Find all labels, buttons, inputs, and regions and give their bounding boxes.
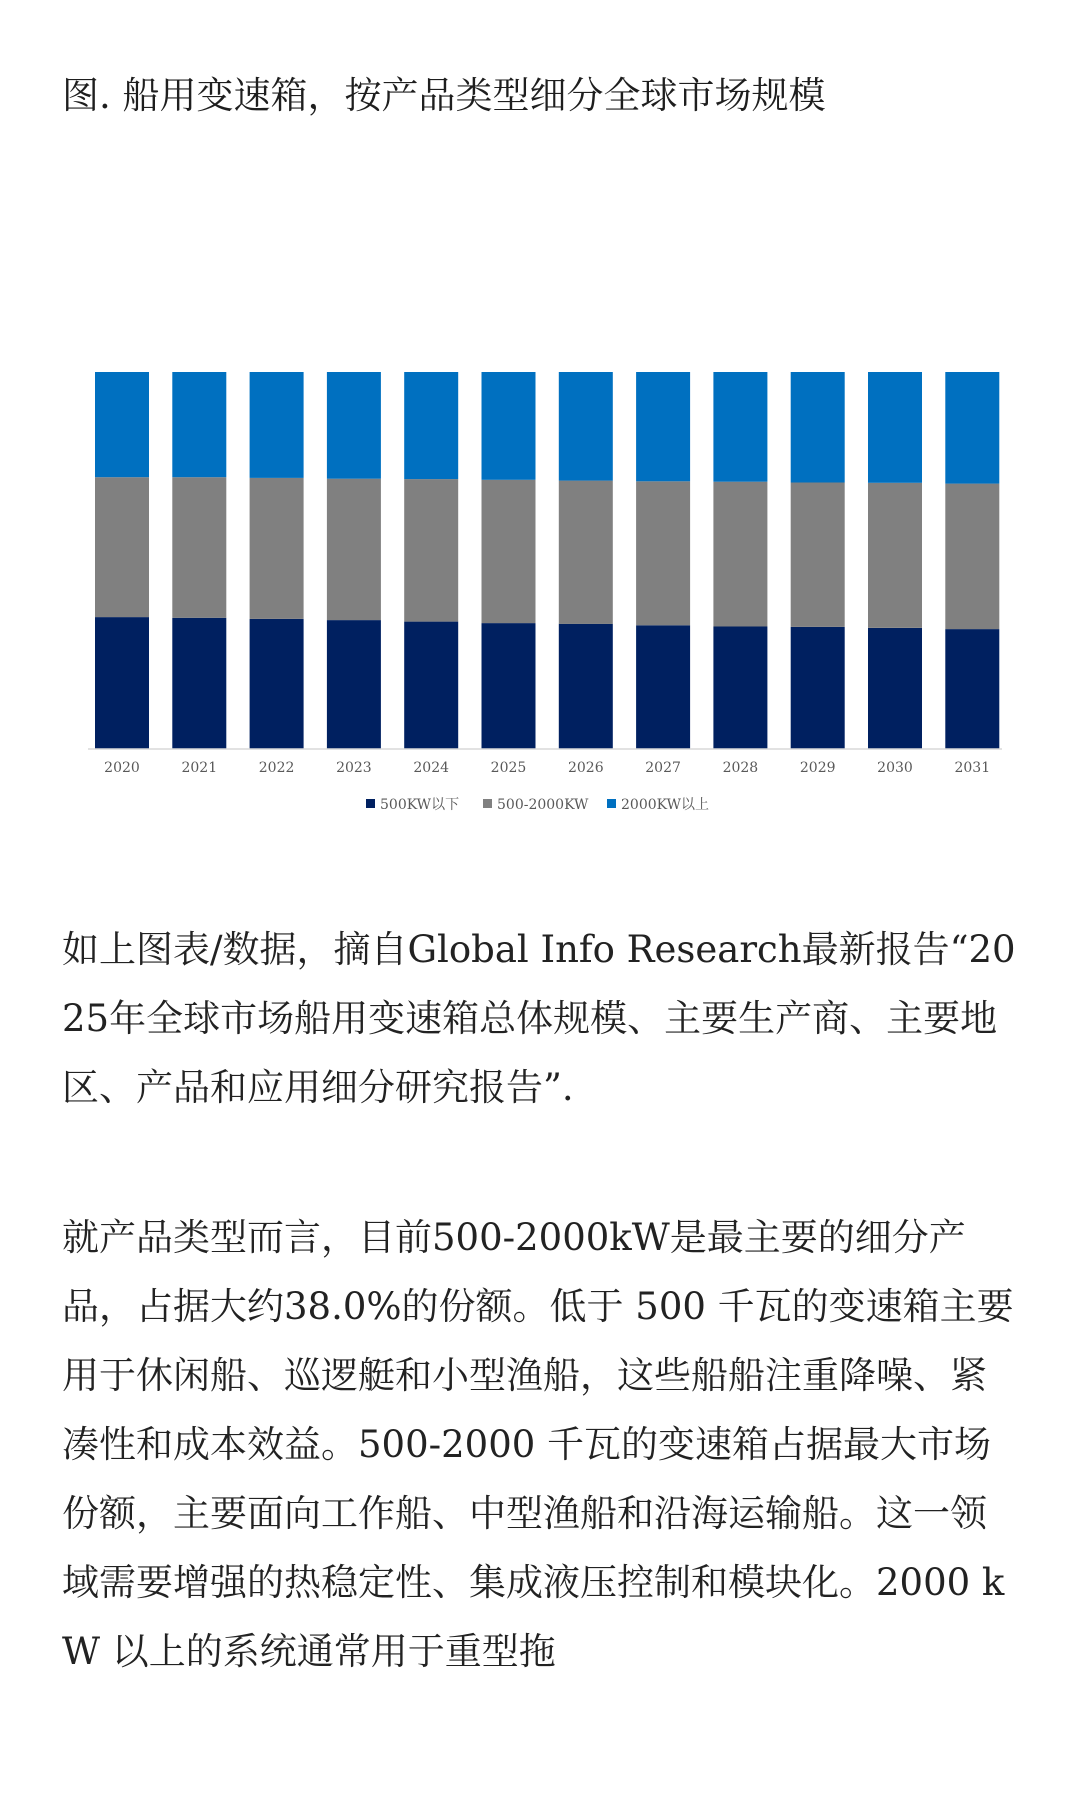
bar-segment-2029-series-1 [791,627,845,749]
bar-segment-2026-series-3 [559,372,613,481]
bar-segment-2026-series-1 [559,624,613,749]
bar-segment-2029-series-3 [791,372,845,483]
bar-segment-2020-series-3 [95,372,149,477]
x-tick-label-2021: 2021 [181,760,218,776]
legend-swatch-series-3 [607,799,616,808]
legend-swatch-series-1 [366,799,375,808]
bar-segment-2025-series-1 [482,623,536,749]
bar-segment-2031-series-3 [945,372,999,484]
legend-label-series-3: 2000KW以上 [621,797,709,813]
x-tick-label-2030: 2030 [877,760,913,776]
bar-segment-2023-series-1 [327,620,381,749]
bar-segment-2023-series-3 [327,372,381,479]
bar-segment-2022-series-2 [250,478,304,619]
bar-segment-2020-series-1 [95,617,149,749]
x-tick-label-2022: 2022 [258,760,295,776]
legend-swatch-series-2 [483,799,492,808]
bar-segment-2021-series-1 [172,618,226,749]
bar-segment-2028-series-1 [713,627,767,750]
paragraph-source: 如上图表/数据，摘自Global Info Research最新报告“2025年全球市场船用变速箱总体规模、主要生产商、主要地区、产品和应用细分研究报告”. [62,928,1016,1109]
bars-group [95,372,999,749]
bar-segment-2024-series-1 [404,622,458,749]
bar-segment-2030-series-3 [868,372,922,483]
bar-segment-2023-series-2 [327,479,381,620]
bar-segment-2022-series-1 [250,619,304,749]
bar-segment-2021-series-3 [172,372,226,477]
bar-segment-2027-series-3 [636,372,690,481]
x-tick-label-2031: 2031 [954,760,991,776]
bar-segment-2024-series-2 [404,479,458,621]
stacked-bar-chart [0,340,1080,840]
bar-segment-2030-series-1 [868,628,922,749]
x-tick-labels [104,760,990,776]
chart-legend [366,797,709,813]
bar-segment-2021-series-2 [172,477,226,618]
bar-segment-2031-series-2 [945,484,999,629]
legend-label-series-1: 500KW以下 [380,797,460,813]
bar-segment-2029-series-2 [791,483,845,627]
bar-segment-2022-series-3 [250,372,304,478]
x-tick-label-2020: 2020 [104,760,140,776]
x-tick-label-2027: 2027 [645,760,681,776]
bar-segment-2030-series-2 [868,483,922,628]
bar-segment-2025-series-2 [482,480,536,623]
bar-segment-2027-series-2 [636,481,690,625]
x-tick-label-2023: 2023 [336,760,372,776]
x-tick-label-2026: 2026 [567,760,604,776]
figure-title: 图. 船用变速箱，按产品类型细分全球市场规模 [62,74,826,117]
x-tick-label-2025: 2025 [490,760,527,776]
bar-segment-2028-series-3 [713,372,767,482]
bar-segment-2025-series-3 [482,372,536,480]
bar-segment-2020-series-2 [95,477,149,617]
legend-label-series-2: 500-2000KW [497,797,589,813]
bar-segment-2024-series-3 [404,372,458,479]
x-tick-label-2029: 2029 [799,760,836,776]
bar-segment-2028-series-2 [713,482,767,627]
bar-segment-2031-series-1 [945,629,999,749]
bar-segment-2026-series-2 [559,481,613,624]
x-tick-label-2028: 2028 [722,760,759,776]
x-tick-label-2024: 2024 [413,760,450,776]
paragraph-analysis: 就产品类型而言，目前500-2000kW是最主要的细分产品，占据大约38.0%的份额。低于 500 千瓦的变速箱主要用于休闲船、巡逻艇和小型渔船，这些船船注重降噪、紧凑性和成本效益。500-2000 千瓦的变速箱占据最大市场份额，主要面向工作船、中型渔船和沿海运输船。这一领域需要增强的热稳定性、集成液压控制和模块化。2000 kW 以上的系统通常用于重型拖 [62,1216,1014,1673]
bar-segment-2027-series-1 [636,625,690,749]
